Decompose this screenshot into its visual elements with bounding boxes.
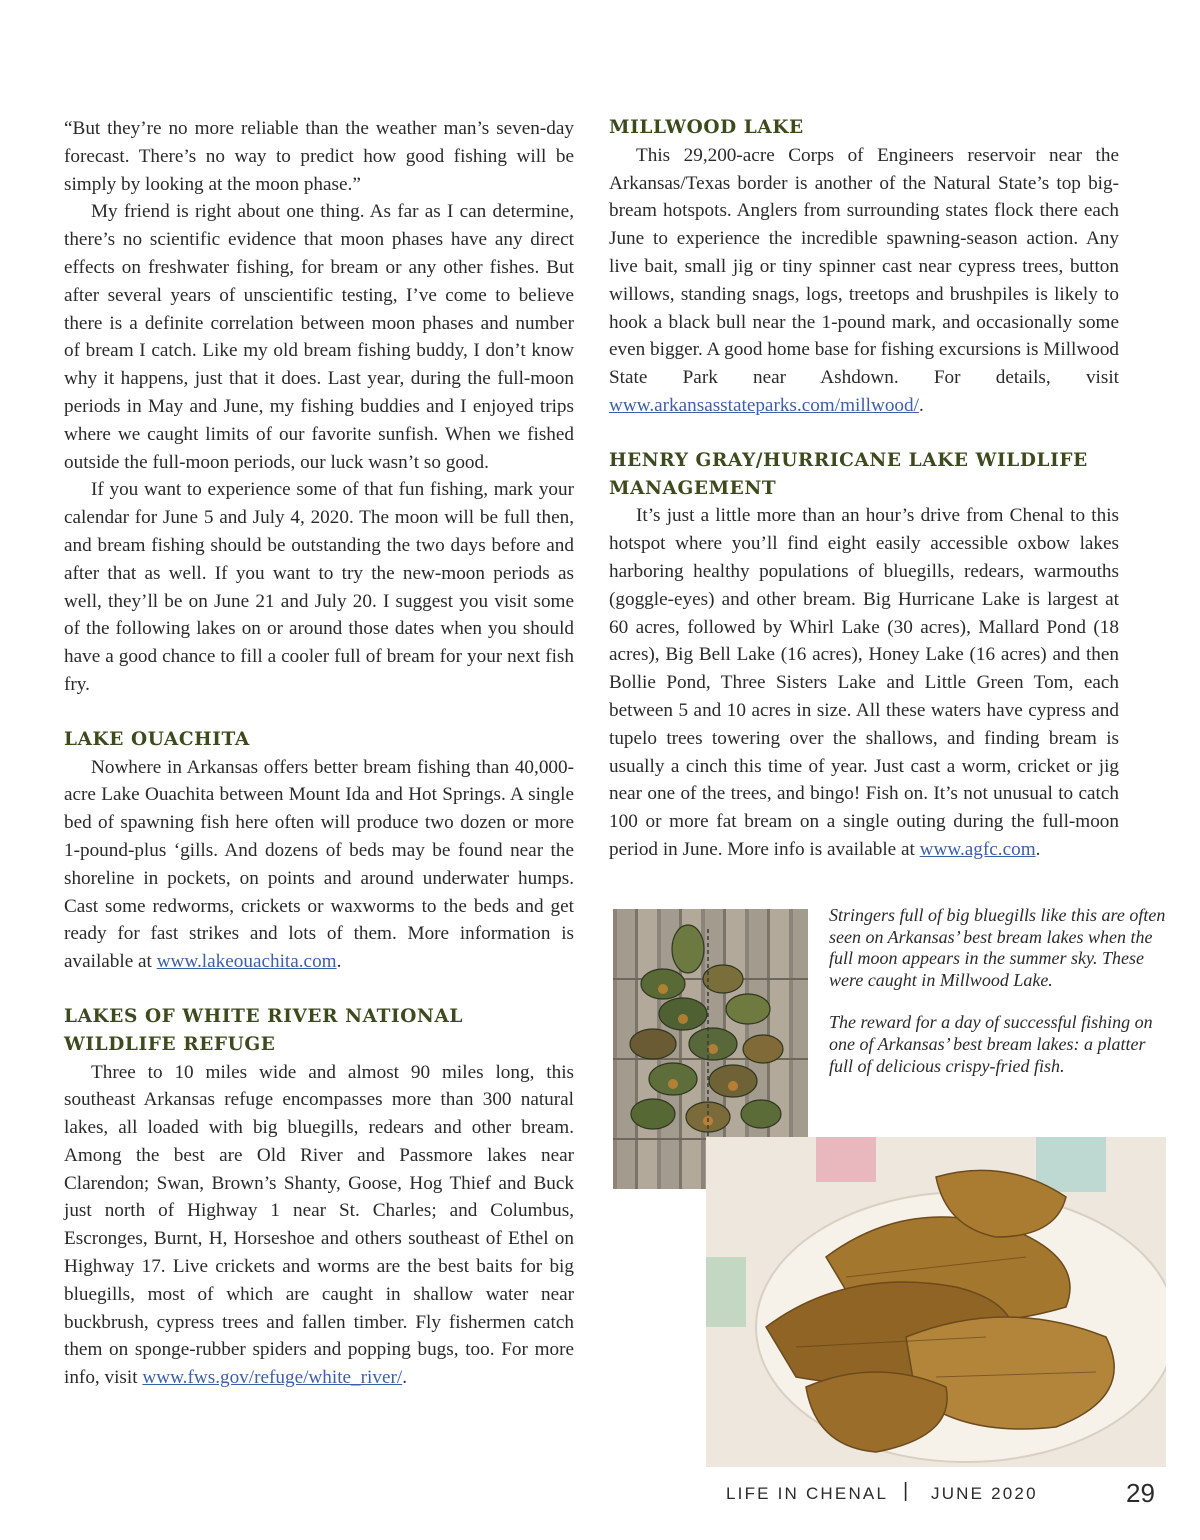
millwood-link[interactable]: www.arkansasstateparks.com/millwood/ xyxy=(609,394,919,416)
white-river-paragraph: Three to 10 miles wide and almost 90 miles long, this southeast Arkansas refuge encompasses more than 300 natural lakes, all loaded with big bluegills, redears and other bream. Among the best are Old River and Passmore lakes near Clarendon; Swan, Brown’s Shanty, Goose, Hog Thief and Buck just north of Highway 1 near St. Charles; and Columbus, Escronges, Burnt, H, Horseshoe and others southeast of Ethel on Highway 17. Live crickets and worms are the best baits for big bluegills, most of which are caught in shallow water near buckbrush, cypress trees and fallen timber. Fly fishermen catch them on sponge-rubber spiders and popping bugs, too. For more info, visit www.fws.gov/refuge/white_river/. xyxy=(64,1061,574,1389)
henry-gray-paragraph: It’s just a little more than an hour’s drive from Chenal to this hotspot where you’ll find eight easily accessible oxbow lakes harboring healthy populations of bluegills, redears, warmouths (goggle-eyes) and other bream. Big Hurricane Lake is largest at 60 acres, followed by Whirl Lake (30 acres), Mallard Pond (18 acres), Big Bell Lake (16 acres), Honey Lake (16 acres) and then Bollie Pond, Three Sisters Lake and Little Green Tom, each between 5 and 10 acres in size. All these waters have cypress and tupelo trees towering over the shallows, and finding bream is usually a cinch this time of year. Just cast a worm, cricket or jig near one of the trees, and bingo! Fish on. It’s not unusual to catch 100 or more fat bream on a single outing during the full-moon period in June. More info is available at www.agfc.com. xyxy=(609,505,1119,860)
spacer xyxy=(64,699,574,726)
footer-date: JUNE 2020 xyxy=(931,1484,1038,1503)
caption-stringer: Stringers full of big bluegills like this are often seen on Arkansas’ best bream lakes when the full moon appears in the summer sky. These were caught in Millwood Lake. xyxy=(829,905,1166,990)
fried-fish-photo xyxy=(706,1137,1166,1467)
right-column xyxy=(609,114,1119,864)
henry-gray-link[interactable]: www.agfc.com xyxy=(919,838,1036,860)
lake-ouachita-paragraph: Nowhere in Arkansas offers better bream fishing than 40,000-acre Lake Ouachita between Mount Ida and Hot Springs. A single bed of spawning fish here often will produce two dozen or more 1-pound-plus ‘gills. And dozens of beds may be found near the shoreline in pockets, on points and around underwater humps. Cast some redworms, crickets or waxworms to the beds and get ready for fast strikes and lots of them. More information is available at www.lakeouachita.com. xyxy=(64,756,574,973)
heading-white-river: LAKES OF WHITE RIVER NATIONAL WILDLIFE REFUGE xyxy=(64,1005,464,1055)
millwood-paragraph: This 29,200-acre Corps of Engineers reservoir near the Arkansas/Texas border is another of the Natural State’s top big-bream hotspots. Anglers from surrounding states flock there each June to experience the incredible spawning-season action. Any live bait, small jig or tiny spinner cast near cypress trees, button willows, standing snags, logs, treetops and brushpiles is likely to hook a black bull near the 1-pound mark, and occasionally some even bigger. A good home base for fishing excursions is Millwood State Park near Ashdown. For details, visit www.arkansasstateparks.com/millwood/. xyxy=(609,144,1120,416)
calendar-paragraph: If you want to experience some of that fun fishing, mark your calendar for June 5 and July 4, 2020. The moon will be full then, and bream fishing should be outstanding the two days before and after that as well. If you want to try the new-moon periods as well, they’ll be on June 21 and July 20. I suggest you visit some of the following lakes on or around those dates when you should have a good chance to fill a cooler full of bream for your next fish fry. xyxy=(64,479,574,695)
moon-phase-paragraph: My friend is right about one thing. As far as I can determine, there’s no scientific evidence that moon phases have any direct effects on freshwater fishing, for bream or any other fishes. But after several years of unscientific testing, I’ve come to believe there is a definite correlation between moon phases and number of bream I catch. Like my old bream fishing buddy, I don’t know why it happens, just that it does. Last year, during the full-moon periods in May and June, my fishing buddies and I enjoyed trips where we caught limits of our favorite sunfish. When we fished outside the full-moon periods, our luck wasn’t so good. xyxy=(64,201,574,473)
heading-henry-gray: HENRY GRAY/HURRICANE LAKE WILDLIFE MANAGEMENT xyxy=(609,449,1088,499)
spacer xyxy=(64,976,574,1003)
footer-publication: LIFE IN CHENAL xyxy=(726,1484,889,1503)
henry-gray-text: It’s just a little more than an hour’s drive from Chenal to this hotspot where you’ll find eight easily accessible oxbow lakes harboring healthy populations of bluegills, redears, warmouths (goggle-eyes) and other bream. Big Hurricane Lake is largest at 60 acres, followed by Whirl Lake (30 acres), Mallard Pond (18 acres), Big Bell Lake (16 acres), Honey Lake (16 acres) and then Bollie Pond, Three Sisters Lake and Little Green Tom, each between 5 and 10 acres in size. All these waters have cypress and tupelo trees towering over the shallows, and finding bream is usually a cinch this time of year. Just cast a worm, cricket or jig near one of the trees, and bingo! Fish on. It’s not unusual to catch 100 or more fat bream on a single outing during the full-moon period in June. More info is available at xyxy=(609,505,1119,860)
spacer xyxy=(609,420,1119,447)
photo-captions xyxy=(829,905,1169,1098)
intro-quote-paragraph: “But they’re no more reliable than the weather man’s seven-day forecast. There’s no way to predict how good fishing will be simply by looking at the moon phase.” xyxy=(64,118,574,195)
left-column xyxy=(64,115,574,1392)
page-number: 29 xyxy=(1126,1478,1155,1508)
millwood-text: This 29,200-acre Corps of Engineers reservoir near the Arkansas/Texas border is another of the Natural State’s top big-bream hotspots. Anglers from surrounding states flock there each June to experience the incredible spawning-season action. Any live bait, small jig or tiny spinner cast near cypress trees, button willows, standing snags, logs, treetops and brushpiles is likely to hook a black bull near the 1-pound mark, and occasionally some even bigger. A good home base for fishing excursions is Millwood State Park near Ashdown. For details, visit xyxy=(609,144,1120,389)
lake-ouachita-text: Nowhere in Arkansas offers better bream fishing than 40,000-acre Lake Ouachita between Mount Ida and Hot Springs. A single bed of spawning fish here often will produce two dozen or more 1-pound-plus ‘gills. And dozens of beds may be found near the shoreline in pockets, on points and around underwater humps. Cast some redworms, crickets or waxworms to the beds and get ready for fast strikes and lots of them. More information is available at xyxy=(64,756,574,973)
heading-millwood-lake: MILLWOOD LAKE xyxy=(609,117,804,138)
heading-lake-ouachita: LAKE OUACHITA xyxy=(64,728,250,750)
caption-fried-fish: The reward for a day of successful fishing on one of Arkansas’ best bream lakes: a platter full of delicious crispy-fried fish. xyxy=(829,1012,1153,1076)
white-river-link[interactable]: www.fws.gov/refuge/white_river/ xyxy=(142,1367,403,1389)
white-river-text: Three to 10 miles wide and almost 90 miles long, this southeast Arkansas refuge encompasses more than 300 natural lakes, all loaded with big bluegills, redears and other bream. Among the best are Old River and Passmore lakes near Clarendon; Swan, Brown’s Shanty, Goose, Hog Thief and Buck just north of Highway 1 near St. Charles; and Columbus, Escronges, Burnt, H, Horseshoe and others southeast of Ethel on Highway 17. Live crickets and worms are the best baits for big bluegills, most of which are caught in shallow water near buckbrush, cypress trees and fallen timber. Fly fishermen catch them on sponge-rubber spiders and popping bugs, too. For more info, visit xyxy=(64,1061,574,1389)
lake-ouachita-link[interactable]: www.lakeouachita.com xyxy=(156,951,337,973)
fried-fish-illustration xyxy=(706,1137,1166,1467)
footer-separator: | xyxy=(903,1480,909,1502)
